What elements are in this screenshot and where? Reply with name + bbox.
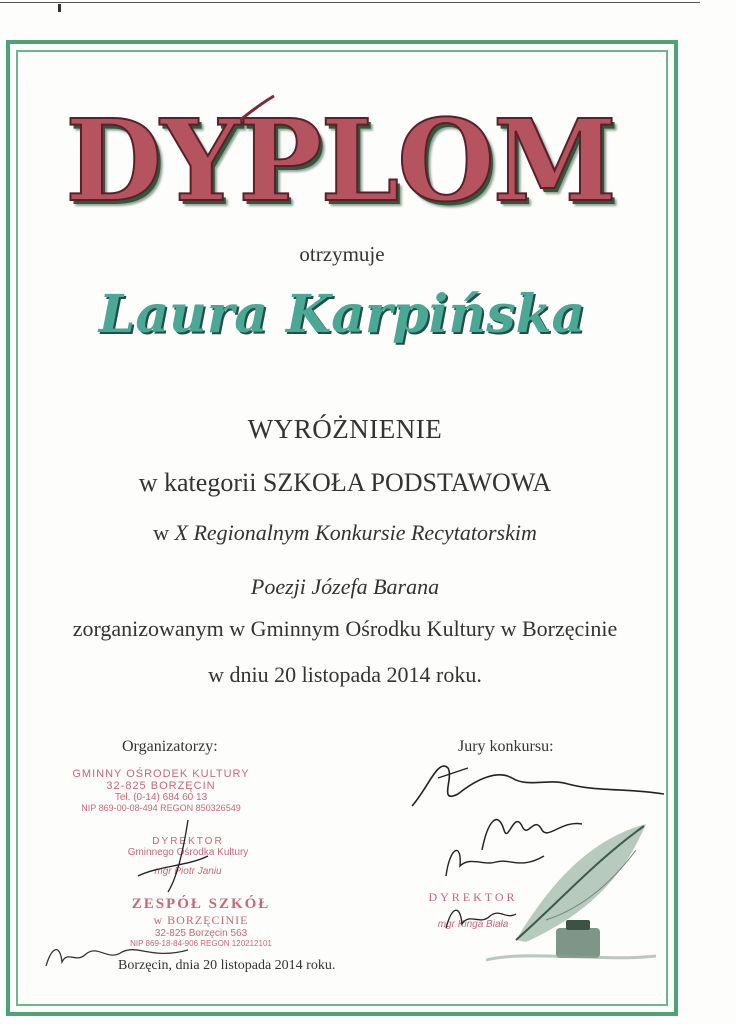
stamp-line: Gminnego Ośrodka Kultury <box>127 847 249 858</box>
issue-date: Borzęcin, dnia 20 listopada 2014 roku. <box>118 958 336 973</box>
stamp-line: 32-825 Borzęcin 563 <box>154 928 248 939</box>
stamp-line: GMINNY OŚRODEK KULTURY <box>72 768 250 780</box>
jury-label: Jury konkursu: <box>458 738 554 755</box>
stamp-line: mgr Piotr Janiu <box>154 866 222 877</box>
scan-mark <box>58 4 61 12</box>
stamp-line: NIP 869-00-08-494 REGON 850326549 <box>81 803 241 813</box>
scan-top-edge <box>0 2 700 3</box>
stamp-line: w BORZĘCINIE <box>153 913 249 927</box>
receives-label: otrzymuje <box>299 242 385 266</box>
stamp-line: NIP 869-18-84-906 REGON 120212101 <box>130 939 272 948</box>
contest-prefix: w <box>153 520 170 545</box>
stamp-line: mgr Kinga Biała <box>437 919 509 930</box>
contest-subject: Poezji Józefa Barana <box>250 574 440 599</box>
contest-venue: zorganizowanym w Gminnym Ośrodku Kultury w Borzęcinie <box>72 616 618 641</box>
stamp-line: DYREKTOR <box>152 836 224 847</box>
organizers-label: Organizatorzy: <box>122 738 218 755</box>
contest-name: X Regionalnym Konkursie Recytatorskim <box>174 520 537 545</box>
contest-date: w dniu 20 listopada 2014 roku. <box>208 662 482 687</box>
jury-signature-3 <box>440 836 550 886</box>
stamp-line: 32-825 BORZĘCIN <box>106 780 216 792</box>
gok-stamp <box>56 768 266 813</box>
director-signature <box>128 816 218 896</box>
stamp-line: DYREKTOR <box>428 890 518 904</box>
title-flourish-icon <box>238 94 278 124</box>
recipient-name: Laura Karpińska <box>98 284 586 345</box>
diploma-title: DYPLOM <box>65 96 615 227</box>
stamp-line: ZESPÓŁ SZKÓŁ <box>131 896 271 912</box>
award-category: w kategorii SZKOŁA PODSTAWOWA <box>138 468 552 497</box>
award-title: WYRÓŻNIENIE <box>247 414 443 444</box>
jury-signature-4 <box>440 896 520 936</box>
contest-line <box>0 520 690 546</box>
stamp-line: Tel. (0-14) 684 60 13 <box>114 792 208 803</box>
